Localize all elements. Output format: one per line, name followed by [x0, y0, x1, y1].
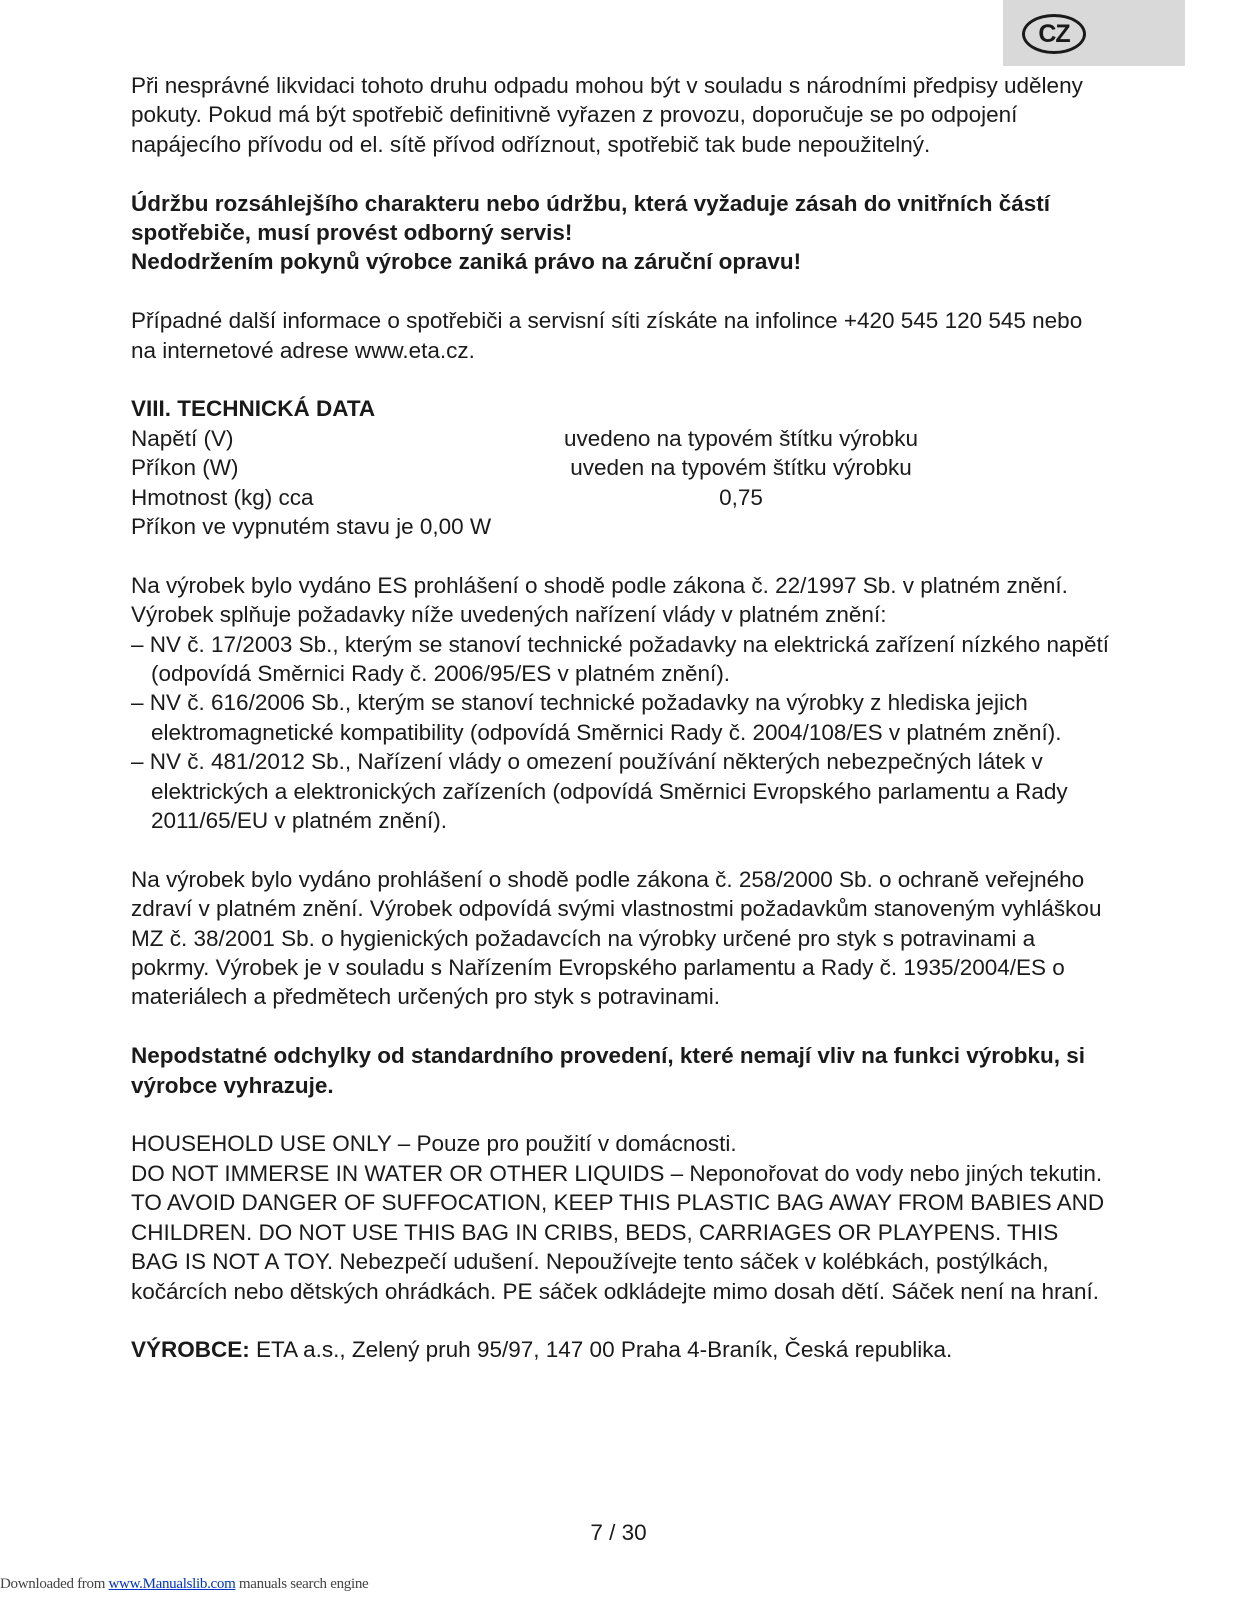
tech-value: uveden na typovém štítku výrobku: [570, 455, 912, 481]
disposal-paragraph: Při nesprávné likvidaci tohoto druhu odpadu mohou být v souladu s národními předpisy uděleny pokuty. Pokud má být spotřebič definitivně vyřazen z provozu, doporučuje se po odpojení napájecího přívodu od el. sítě přívod odříznout, spotřebič tak bude nepoužitelný.: [131, 73, 1083, 157]
declaration-item: – NV č. 616/2006 Sb., kterým se stanoví technické požadavky na výrobky z hlediska jejich elektromagnetické kompatibility (odpovídá Směrnici Rady č. 2004/108/ES v platném znění).: [131, 690, 1062, 745]
language-badge: CZ: [1022, 14, 1086, 54]
manufacturer-label: VÝROBCE:: [131, 1337, 250, 1363]
tech-label: Příkon (W): [131, 455, 239, 481]
household-warning: HOUSEHOLD USE ONLY – Pouze pro použití v domácnosti.: [131, 1131, 737, 1157]
page-number: 7 / 30: [590, 1520, 647, 1545]
tech-label: Napětí (V): [131, 425, 234, 451]
download-footer: [0, 1576, 368, 1593]
standby-power: Příkon ve vypnutém stavu je 0,00 W: [131, 514, 492, 539]
deviations-notice: Nepodstatné odchylky od standardního provedení, které nemají vliv na funkci výrobku, si výrobce vyhrazuje.: [131, 1043, 1085, 1098]
tech-row-weight: [131, 483, 1111, 512]
language-tab: [1003, 0, 1185, 66]
tech-label: Hmotnost (kg) cca: [131, 484, 314, 510]
declaration-item: – NV č. 481/2012 Sb., Nařízení vlády o omezení používání některých nebezpečných látek v elektrických a elektronických zařízeních (odpovídá Směrnici Evropského parlamentu a Rady 2011/65/EU v platném znění).: [131, 749, 1068, 834]
service-warning: Údržbu rozsáhlejšího charakteru nebo údržbu, která vyžaduje zásah do vnitřních částí spotřebiče, musí provést odborný servis!: [131, 190, 1050, 246]
tech-value: uvedeno na typovém štítku výrobku: [564, 425, 918, 451]
suffocation-warning: DO NOT IMMERSE IN WATER OR OTHER LIQUIDS – Neponořovat do vody nebo jiných tekutin. TO AVOID DANGER OF SUFFOCATION, KEEP THIS PLASTIC BAG AWAY FROM BABIES AND CHILDREN. DO NOT USE THIS BAG IN CRIBS, BEDS, CARRIAGES OR PLAYPENS. THIS BAG IS NOT A TOY. Nebezpečí udušení. Nepoužívejte tento sáček v kolébkách, postýlkách, kočárcích nebo dětských ohrádkách. PE sáček odkládejte mimo dosah dětí. Sáček není na hraní.: [131, 1160, 1105, 1304]
info-paragraph: Případné další informace o spotřebiči a servisní síti získáte na infolince +420 545 120 545 nebo na internetové adrese www.eta.cz.: [131, 308, 1083, 363]
footer-suffix: manuals search engine: [235, 1576, 369, 1592]
warranty-warning: Nedodržením pokynů výrobce zaniká právo na záruční opravu!: [131, 249, 802, 275]
tech-row-power: [131, 453, 1111, 482]
health-paragraph: Na výrobek bylo vydáno prohlášení o shodě podle zákona č. 258/2000 Sb. o ochraně veřejného zdraví v platném znění. Výrobek odpovídá svými vlastnostmi požadavkům stanoveným vyhláškou MZ č. 38/2001 Sb. o hygienických požadavcích na výrobky určené pro styk s potravinami a pokrmy. Výrobek je v souladu s Nařízením Evropského parlamentu a Rady č. 1935/2004/ES o materiálech a předmětech určených pro styk s potravinami.: [131, 866, 1102, 1010]
page-content: [131, 71, 1111, 1365]
manualslib-link[interactable]: www.Manualslib.com: [108, 1576, 236, 1592]
declaration-item: – NV č. 17/2003 Sb., kterým se stanoví technické požadavky na elektrická zařízení nízkého napětí (odpovídá Směrnici Rady č. 2006/95/ES v platném znění).: [131, 631, 1110, 687]
technical-data-heading: VIII. TECHNICKÁ DATA: [131, 396, 376, 422]
manufacturer-line: [131, 1335, 1111, 1364]
tech-value: 0,75: [719, 484, 763, 510]
footer-prefix: Downloaded from: [0, 1576, 109, 1592]
tech-row-voltage: [131, 424, 1111, 453]
manufacturer-address: ETA a.s., Zelený pruh 95/97, 147 00 Praha 4-Braník, Česká republika.: [249, 1337, 953, 1363]
declaration-intro: Na výrobek bylo vydáno ES prohlášení o shodě podle zákona č. 22/1997 Sb. v platném znění. Výrobek splňuje požadavky níže uvedených nařízení vlády v platném znění:: [131, 572, 1068, 628]
